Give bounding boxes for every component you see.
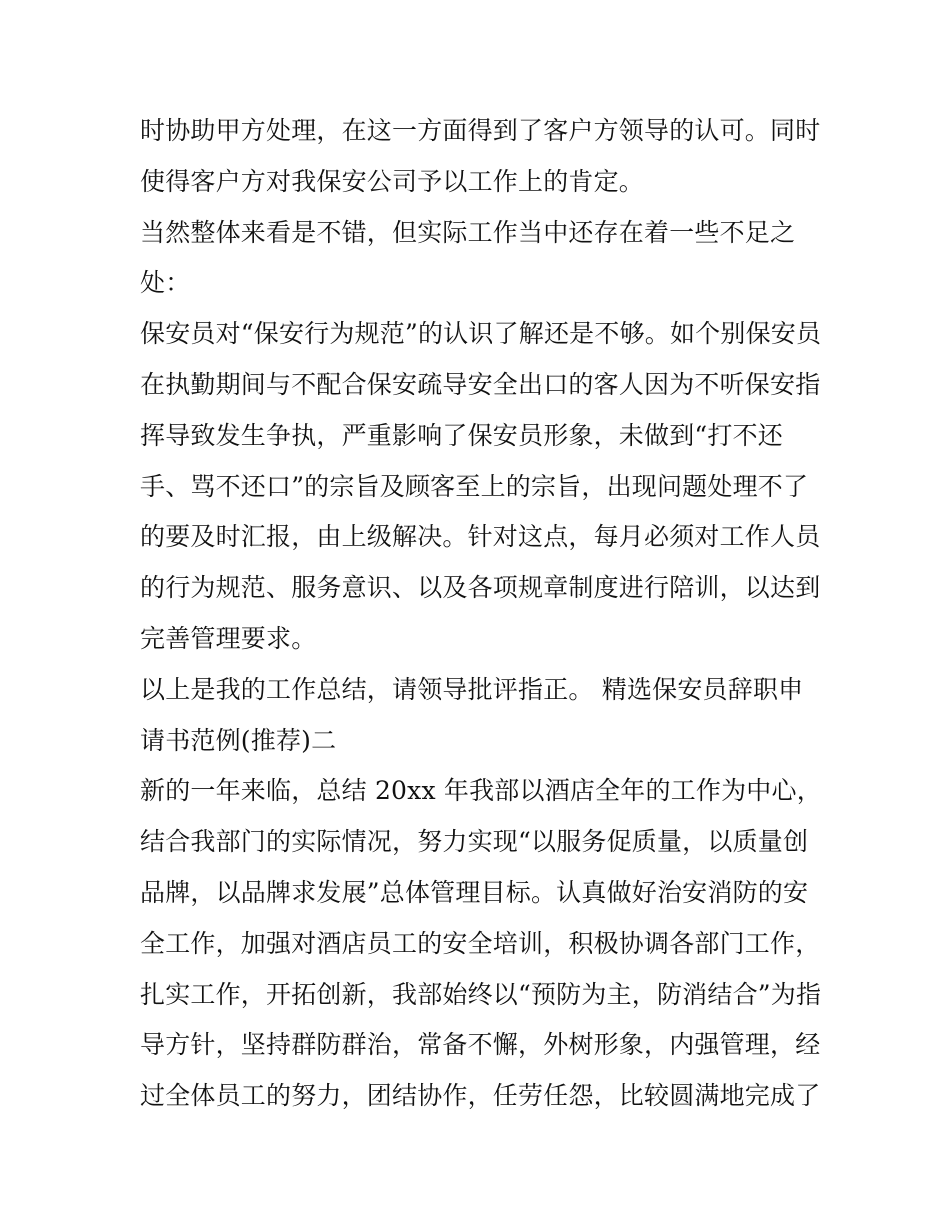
text-line: 扎实工作，开拓创新，我部始终以“预防为主，防消结合”为指 — [140, 979, 822, 1009]
text-line: 的要及时汇报，由上级解决。针对这点，每月必须对工作人员 — [140, 522, 821, 552]
text-line: 在执勤期间与不配合保安疏导安全出口的客人因为不听保安指 — [140, 369, 821, 399]
text-line: 过全体员工的努力，团结协作，任劳任怨，比较圆满地完成了 — [140, 1081, 821, 1111]
text-line: 的行为规范、服务意识、以及各项规章制度进行陪训，以达到 — [140, 573, 821, 603]
body-text — [140, 106, 830, 1122]
text-line: 新的一年来临，总结 20xx 年我部以酒店全年的工作为中心， — [140, 776, 822, 806]
text-line: 导方针，坚持群防群治，常备不懈，外树形象，内强管理，经 — [140, 1030, 821, 1060]
text-line: 处： — [140, 268, 191, 298]
text-line: 当然整体来看是不错，但实际工作当中还存在着一些不足之 — [140, 217, 796, 247]
text-line: 以上是我的工作总结，请领导批评指正。 精选保安员辞职申 — [140, 674, 804, 704]
text-line: 全工作，加强对酒店员工的安全培训，积极协调各部门工作， — [140, 928, 821, 958]
text-line: 挥导致发生争执，严重影响了保安员形象，未做到“打不还 — [140, 420, 783, 450]
text-line: 手、骂不还口”的宗旨及顾客至上的宗旨，出现问题处理不了 — [140, 471, 809, 501]
text-line: 时协助甲方处理，在这一方面得到了客户方领导的认可。同时 — [140, 116, 821, 145]
text-line: 完善管理要求。 — [140, 623, 317, 653]
text-line: 品牌，以品牌求发展”总体管理目标。认真做好治安消防的安 — [140, 877, 809, 907]
text-line: 保安员对“保安行为规范”的认识了解还是不够。如个别保安员 — [140, 319, 822, 349]
text-line: 使得客户方对我保安公司予以工作上的肯定。 — [140, 166, 645, 196]
text-line: 请书范例(推荐)二 — [140, 725, 337, 755]
text-line: 结合我部门的实际情况，努力实现“以服务促质量，以质量创 — [140, 827, 809, 857]
